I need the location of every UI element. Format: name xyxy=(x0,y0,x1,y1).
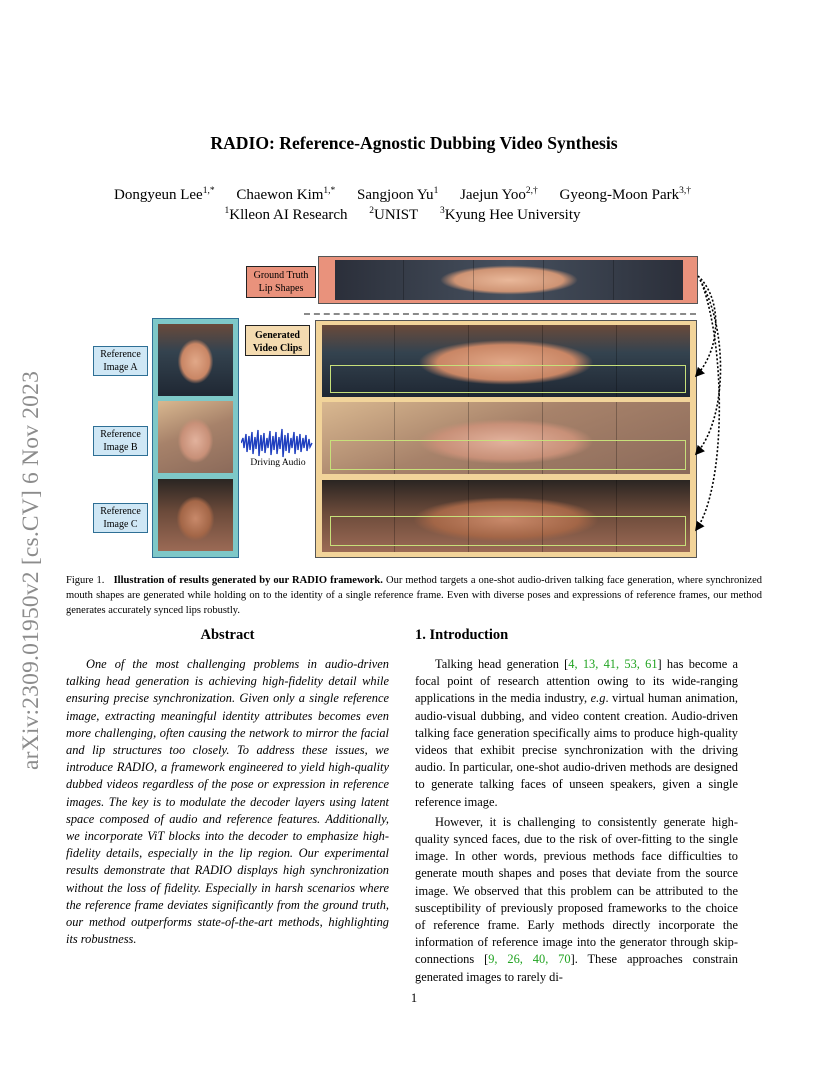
intro-text: . virtual human animation, audio-visual dubbing, and video content creation. Audio-driven talking face generation specifically aims to produce high-quality videos that exhibit precise synchronization with the driving audio. In particular, one-shot audio-driven methods are designed to generate talking faces of unseen speakers, given a single reference image. xyxy=(415,691,738,809)
intro-paragraph-1 xyxy=(415,656,738,811)
intro-text: However, it is challenging to consistently generate high-quality synced faces, due to the risk of over-fitting to the single image. In other words, previous methods face difficulties to generate mouth shapes and poses that deviate from the source image. We observed that this problem can be attributed to the susceptibility of previously proposed frameworks to the choice of reference frame. Early methods directly incorporate the information of reference image into the generator through skip-connections [ xyxy=(415,814,738,967)
lip-region-box xyxy=(330,440,686,470)
caption-text: Our method targets a one-shot audio-driven talking face generation, where synchronized mouth shapes are generated while holding on to the identity of a single reference frame. Even with diverse poses and expressions of reference frames, our method generates accurately synced lips robustly. xyxy=(66,575,763,616)
affiliation-list xyxy=(0,206,805,224)
reference-image-b xyxy=(158,401,233,473)
driving-audio-label: Driving Audio xyxy=(250,458,306,468)
author-name: Gyeong-Moon Park xyxy=(559,187,680,203)
ref-c-line-1: Reference xyxy=(100,506,141,517)
intro-text: ]. These approaches constrain generated images to rarely di- xyxy=(415,952,739,984)
abstract-body: One of the most challenging problems in audio-driven talking head generation is achieving high-fidelity detail while ensuring precise synchronization. Given only a single reference image, extracting meaningful identity attributes becomes even more challenging, often causing the network to mirror the facial and lip structures too closely. To address these issues, we introduce RADIO, a framework engineered to yield high-quality dubbed videos regardless of the pose or expression in reference images. The key is to modulate the decoder layers using latent space composed of audio and reference features. Additionally, we incorporate ViT blocks into the decoder to emphasize high-fidelity details, especially in the lip region. Our experimental results demonstrate that RADIO displays high synchronization without the loss of fidelity. Especially in harsh scenarios where the reference frame deviates significantly from the ground truth, our method outperforms state-of-the-art methods, highlighting its robustness. xyxy=(66,657,389,947)
lip-region-box xyxy=(330,516,686,546)
reference-label-b xyxy=(93,426,148,456)
affiliation-sup: 2 xyxy=(369,206,375,216)
author-name: Sangjoon Yu xyxy=(357,187,434,203)
caption-prefix: Figure 1. xyxy=(66,575,105,586)
author-sup: 3,† xyxy=(679,186,691,196)
author-sup: 1,* xyxy=(202,186,215,196)
gt-frames xyxy=(335,260,683,300)
citation-link[interactable]: 9, 26, 40, 70 xyxy=(488,952,571,967)
author-list xyxy=(0,186,805,204)
affiliation-name: UNIST xyxy=(374,207,419,223)
figure-caption xyxy=(66,573,762,618)
generated-label xyxy=(245,325,310,356)
generated-panel xyxy=(315,320,697,558)
generated-row-c xyxy=(322,480,690,552)
gt-label-line-2: Lip Shapes xyxy=(258,283,304,294)
comparison-arrows xyxy=(688,268,728,538)
reference-image-a xyxy=(158,324,233,396)
gen-label-line-2: Video Clips xyxy=(252,343,303,354)
generated-row-a xyxy=(322,325,690,397)
affiliation-sup: 1 xyxy=(224,206,230,216)
affiliation-name: Kyung Hee University xyxy=(444,207,581,223)
ground-truth-panel xyxy=(318,256,698,304)
reference-label-c xyxy=(93,503,148,533)
intro-text: ] has become a focal point of research attention owing to its wide-ranging applications in the media industry, xyxy=(415,657,739,706)
gen-label-line-1: Generated xyxy=(255,330,300,341)
page-number: 1 xyxy=(410,991,418,1005)
intro-text: Talking head generation [ xyxy=(435,657,569,671)
lip-region-box xyxy=(330,365,686,393)
affiliation-sup: 3 xyxy=(439,206,445,216)
generated-row-b xyxy=(322,402,690,474)
ref-a-line-1: Reference xyxy=(100,349,141,360)
ref-b-line-1: Reference xyxy=(100,429,141,440)
intro-text: e.g xyxy=(590,691,606,706)
intro-paragraph-2 xyxy=(415,814,738,986)
ref-c-line-2: Image C xyxy=(103,519,138,530)
intro-heading: 1. Introduction xyxy=(415,627,509,643)
author-sup: 1 xyxy=(433,186,439,196)
author-name: Dongyeun Lee xyxy=(113,187,203,203)
caption-bold: Illustration of results generated by our RADIO framework. xyxy=(113,575,383,586)
ref-b-line-2: Image B xyxy=(103,442,138,453)
author-name: Jaejun Yoo xyxy=(460,187,526,203)
intro-body xyxy=(415,656,738,986)
dashed-divider xyxy=(304,313,696,315)
paper-title: RADIO: Reference-Agnostic Dubbing Video Synthesis xyxy=(210,133,618,153)
reference-image-c xyxy=(158,479,233,551)
author-sup: 2,† xyxy=(525,186,538,196)
reference-panel xyxy=(152,318,239,558)
driving-audio-waveform xyxy=(241,426,313,460)
ground-truth-label xyxy=(246,266,316,298)
citation-link[interactable]: 4, 13, 41, 53, 61 xyxy=(568,657,658,671)
reference-label-a xyxy=(93,346,148,376)
author-sup: 1,* xyxy=(323,186,336,196)
arxiv-stamp: arXiv:2309.01950v2 [cs.CV] 6 Nov 2023 xyxy=(18,370,44,770)
gt-label-line-1: Ground Truth xyxy=(253,270,309,281)
ref-a-line-2: Image A xyxy=(103,362,138,373)
abstract-heading: Abstract xyxy=(200,627,255,643)
author-name: Chaewon Kim xyxy=(236,187,324,203)
affiliation-name: Klleon AI Research xyxy=(229,207,348,223)
